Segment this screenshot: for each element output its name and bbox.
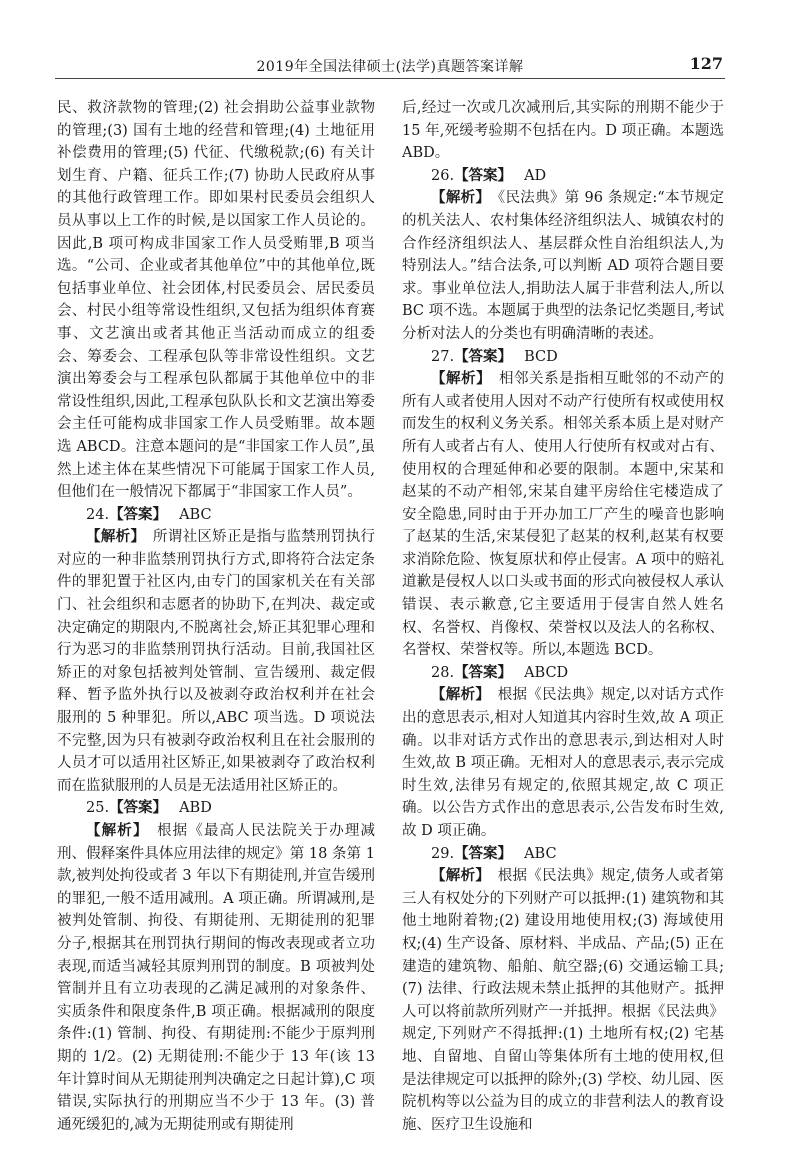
q28-analysis-tag: 【解析】 <box>431 686 483 704</box>
q26-number: 26. <box>431 167 455 184</box>
q25-answer: ABD <box>179 800 212 817</box>
q24-answer: ABC <box>179 506 212 523</box>
q28-answer-tag: 【答案】 <box>454 663 513 681</box>
q27-answer-line <box>402 346 724 369</box>
q25-analysis-continuation: 后,经过一次或几次减刑后,其实际的刑期不能少于 15 年,死缓考验期不包括在内。D 项正确。本题选 ABD。 <box>402 100 724 162</box>
q26-analysis <box>402 187 724 345</box>
q27-analysis-tag: 【解析】 <box>431 370 484 388</box>
q27-analysis <box>402 368 724 662</box>
q29-analysis-tag: 【解析】 <box>431 867 483 885</box>
q24-answer-tag: 【答案】 <box>109 505 168 523</box>
q27-answer-tag: 【答案】 <box>454 347 513 365</box>
q29-answer-line <box>402 843 724 866</box>
q24-analysis-tag: 【解析】 <box>86 528 139 546</box>
q26-answer-tag: 【答案】 <box>454 166 513 184</box>
right-column <box>402 97 724 1137</box>
q28-answer: ABCD <box>524 664 569 681</box>
q28-number: 28. <box>431 664 455 681</box>
q27-analysis-text: 相邻关系是指相互毗邻的不动产的所有人或者使用人因对不动产行使所有权或使用权而发生的权利义务关系。相邻关系本质上是对财产所有人或者占有人、使用人行使所有权或对占有、使用权的合理延伸和必要的限制。本题中,宋某和赵某的不动产相邻,宋某自建平房给住宅楼造成了安全隐患,同时由于开办加工厂产生的噪音也影响了赵某的生活,宋某侵犯了赵某的权利,赵某有权要求消除危险、恢复原状和停止侵害。A 项中的赔礼道歉是侵权人以口头或书面的形式向被侵权人承认错误、表示歉意,它主要适用于侵害自然人姓名权、名誉权、肖像权、荣誉权以及法人的名称权、名誉权、荣誉权等。所以,本题选 BCD。 <box>402 371 724 659</box>
q24-analysis <box>57 526 375 797</box>
q25-number: 25. <box>86 800 110 817</box>
q28-answer-line <box>402 662 724 685</box>
q26-answer: AD <box>524 167 547 184</box>
q29-answer: ABC <box>524 845 557 862</box>
q28-analysis-text: 根据《民法典》规定,以对话方式作出的意思表示,相对人知道其内容时生效,故 A 项正确。以非对话方式作出的意思表示,到达相对人时生效,故 B 项正确。无相对人的意思表示,表示完成时生效,法律另有规定的,依照其规定,故 C 项正确。以公告方式作出的意思表示,公告发布时生效,故 D 项正确。 <box>402 687 724 839</box>
q25-answer-line <box>57 797 375 820</box>
q25-analysis-tag: 【解析】 <box>86 822 142 839</box>
q24-analysis-text: 所谓社区矫正是指与监禁刑罚执行对应的一种非监禁刑罚执行方式,即将符合法定条件的罪犯置于社区内,由专门的国家机关在有关部门、社会组织和志愿者的协助下,在判决、裁定或决定确定的期限内,不脱离社会,矫正其犯罪心理和行为恶习的非监禁刑罚执行活动。目前,我国社区矫正的对象包括被判处管制、宣告缓刑、裁定假释、暂予监外执行以及被剥夺政治权利并在社会服刑的 5 种罪犯。所以,ABC 项当选。D 项说法不完整,因为只有被剥夺政治权利且在社会服刑的人员才可以适用社区矫正,如果被剥夺了政治权利而在监狱服刑的人员是无法适用社区矫正的。 <box>57 529 375 794</box>
q29-analysis-text: 根据《民法典》规定,债务人或者第三人有权处分的下列财产可以抵押:(1) 建筑物和其他土地附着物;(2) 建设用地使用权;(3) 海域使用权;(4) 生产设备、原材料、半成品、产品;(5) 正在建造的建筑物、船舶、航空器;(6) 交通运输工具;(7) 法律、行政法规未禁止抵押的其他财产。抵押人可以将前款所列财产一并抵押。根据《民法典》规定,下列财产不得抵押:(1) 土地所有权;(2) 宅基地、自留地、自留山等集体所有土地的使用权,但是法律规定可以抵押的除外;(3) 学校、幼儿园、医院机构等以公益为目的成立的非营利法人的教育设施、医疗卫生设施和 <box>402 868 724 1133</box>
q25-analysis <box>57 820 375 1136</box>
q27-answer: BCD <box>524 348 558 365</box>
q26-analysis-text: 《民法典》第 96 条规定:“本节规定的机关法人、农村集体经济组织法人、城镇农村的合作经济组织法人、基层群众性自治组织法人,为特别法人。”结合法条,可以判断 AD 项符合题目要求。事业单位法人,捐助法人属于非营利法人,所以 BC 项不选。本题属于典型的法条记忆类题目,考试分析对法人的分类也有明确清晰的表述。 <box>402 190 724 342</box>
q29-number: 29. <box>431 845 455 862</box>
q25-answer-tag: 【答案】 <box>109 799 168 817</box>
q24-number: 24. <box>86 506 110 523</box>
q29-answer-tag: 【答案】 <box>454 844 513 862</box>
q29-analysis <box>402 865 724 1136</box>
left-column <box>57 97 375 1137</box>
q27-number: 27. <box>431 348 455 365</box>
q26-analysis-tag: 【解析】 <box>431 189 484 207</box>
page-number: 127 <box>689 54 723 73</box>
q24-answer-line <box>57 504 375 527</box>
q23-analysis-continuation: 民、救济款物的管理;(2) 社会捐助公益事业款物的管理;(3) 国有土地的经营和管理;(4) 土地征用补偿费用的管理;(5) 代征、代缴税款;(6) 有关计划生育、户籍、征兵工作;(7) 协助人民政府从事的其他行政管理工作。即如果村民委员会组织人员从事以上工作的时候,是以国家工作人员论的。因此,B 项可构成非国家工作人员受贿罪,B 项当选。“公司、企业或者其他单位”中的其他单位,既包括事业单位、社会团体,村民委员会、居民委员会、村民小组等常设性组织,又包括为组织体育赛事、文艺演出或者其他正当活动而成立的组委会、筹委会、工程承包队等非常设性组织。文艺演出筹委会与工程承包队都属于其他单位中的非常设性组织,因此,工程承包队队长和文艺演出筹委会主任可能构成非国家工作人员受贿罪。故本题选 ABCD。注意本题问的是“非国家工作人员”,虽然上述主体在某些情况下可能属于国家工作人员,但他们在一般情况下都属于“非国家工作人员”。 <box>57 100 375 501</box>
q28-analysis <box>402 684 724 842</box>
running-header <box>55 50 725 79</box>
q26-answer-line <box>402 165 724 188</box>
header-title: 2019年全国法律硕士(法学)真题答案详解 <box>256 59 524 75</box>
q25-analysis-text: 根据《最高人民法院关于办理减刑、假释案件具体应用法律的规定》第 18 条第 1 款,被判处拘役或者 3 年以下有期徒刑,并宣告缓刑的罪犯,一般不适用减刑。A 项正确。所谓减刑,是被判处管制、拘役、有期徒刑、无期徒刑的犯罪分子,根据其在刑罚执行期间的悔改表现或者立功表现,而适当减轻其原判刑罚的制度。B 项被判处管制并且有立功表现的乙满足减刑的对象条件、实质条件和限度条件,B 项正确。根据减刑的限度条件:(1) 管制、拘役、有期徒刑:不能少于原判刑期的 1/2。(2) 无期徒刑:不能少于 13 年(该 13 年计算时间从无期徒刑判决确定之日起计算),C 项错误,实际执行的刑期应当不少于 13 年。(3) 普通死缓犯的,减为无期徒刑或有期徒刑 <box>57 823 375 1133</box>
